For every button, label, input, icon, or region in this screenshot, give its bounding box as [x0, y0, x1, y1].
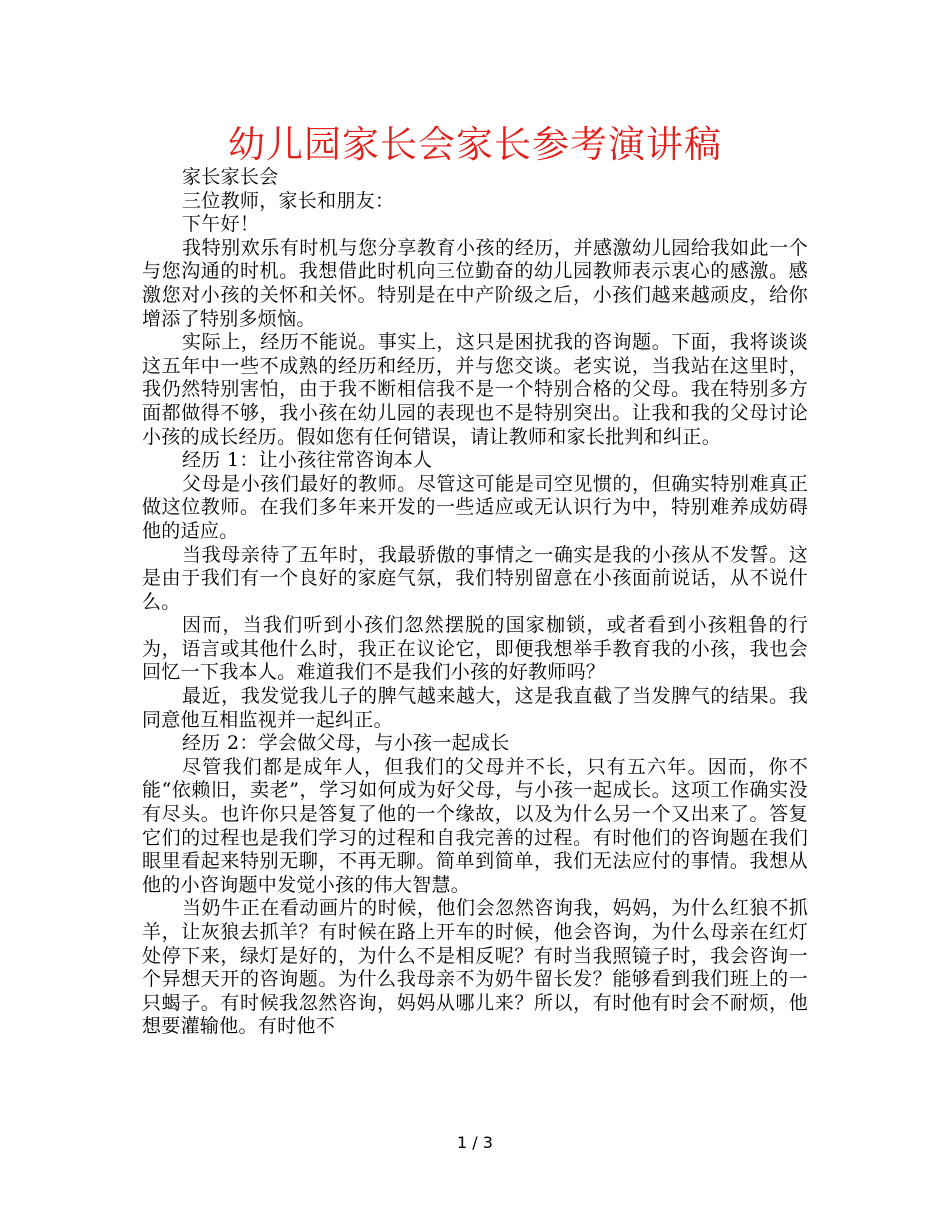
paragraph: 父母是小孩们最好的教师。尽管这可能是司空见惯的，但确实特别难真正做这位教师。在我们多年来开发的一些适应或无认识行为中，特别难养成妨碍他的适应。	[142, 472, 808, 542]
document-body	[142, 166, 808, 1039]
paragraph: 下午好！	[182, 213, 260, 236]
paragraph: 家长家长会	[182, 166, 279, 188]
paragraph: 因而，当我们听到小孩们忽然摆脱的国家枷锁，或者看到小孩粗鲁的行为，语言或其他什么时，我正在议论它，即便我想举手教育我的小孩，我也会回忆一下我本人。难道我们不是我们小孩的好教师吗？	[142, 614, 808, 684]
paragraph: 三位教师，家长和朋友：	[182, 189, 395, 212]
section-heading: 经历 1：让小孩往常咨询本人	[182, 449, 433, 472]
paragraph: 尽管我们都是成年人，但我们的父母并不长，只有五六年。因而，你不能“依赖旧，卖老”，学习如何成为好父母，与小孩一起成长。这项工作确实没有尽头。也许你只是答复了他的一个缘故，以及为什么另一个又出来了。答复它们的过程也是我们学习的过程和自我完善的过程。有时他们的咨询题在我们眼里看起来特别无聊，不再无聊。简单到简单，我们无法应付的事情。我想从他的小咨询题中发觉小孩的伟大智慧。	[142, 755, 808, 896]
document-title: 幼儿园家长会家长参考演讲稿	[228, 123, 722, 166]
paragraph: 实际上，经历不能说。事实上，这只是困扰我的咨询题。下面，我将谈谈这五年中一些不成熟的经历和经历，并与您交谈。老实说，当我站在这里时，我仍然特别害怕，由于我不断相信我不是一个特别合格的父母。我在特别多方面都做得不够，我小孩在幼儿园的表现也不是特别突出。让我和我的父母讨论小孩的成长经历。假如您有任何错误，请让教师和家长批判和纠正。	[142, 331, 808, 448]
paragraph: 当奶牛正在看动画片的时候，他们会忽然咨询我，妈妈，为什么红狼不抓羊，让灰狼去抓羊？有时候在路上开车的时候，他会咨询，为什么母亲在红灯处停下来，绿灯是好的，为什么不是相反呢？有时当我照镜子时，我会咨询一个异想天开的咨询题。为什么我母亲不为奶牛留长发？能够看到我们班上的一只蝎子。有时候我忽然咨询，妈妈从哪儿来？所以，有时他有时会不耐烦，他想要灌输他。有时他不	[142, 897, 808, 1038]
paragraph: 当我母亲待了五年时，我最骄傲的事情之一确实是我的小孩从不发誓。这是由于我们有一个良好的家庭气氛，我们特别留意在小孩面前说话，从不说什么。	[142, 543, 808, 613]
section-heading: 经历 2：学会做父母，与小孩一起成长	[182, 732, 510, 755]
page-number: 1 / 3	[457, 1133, 493, 1152]
paragraph: 我特别欢乐有时机与您分享教育小孩的经历，并感激幼儿园给我如此一个与您沟通的时机。我想借此时机向三位勤奋的幼儿园教师表示衷心的感激。感激您对小孩的关怀和关怀。特别是在中产阶级之后，小孩们越来越顽皮，给你增添了特别多烦恼。	[142, 236, 808, 330]
paragraph: 最近，我发觉我儿子的脾气越来越大，这是我直截了当发脾气的结果。我同意他互相监视并一起纠正。	[142, 685, 808, 731]
